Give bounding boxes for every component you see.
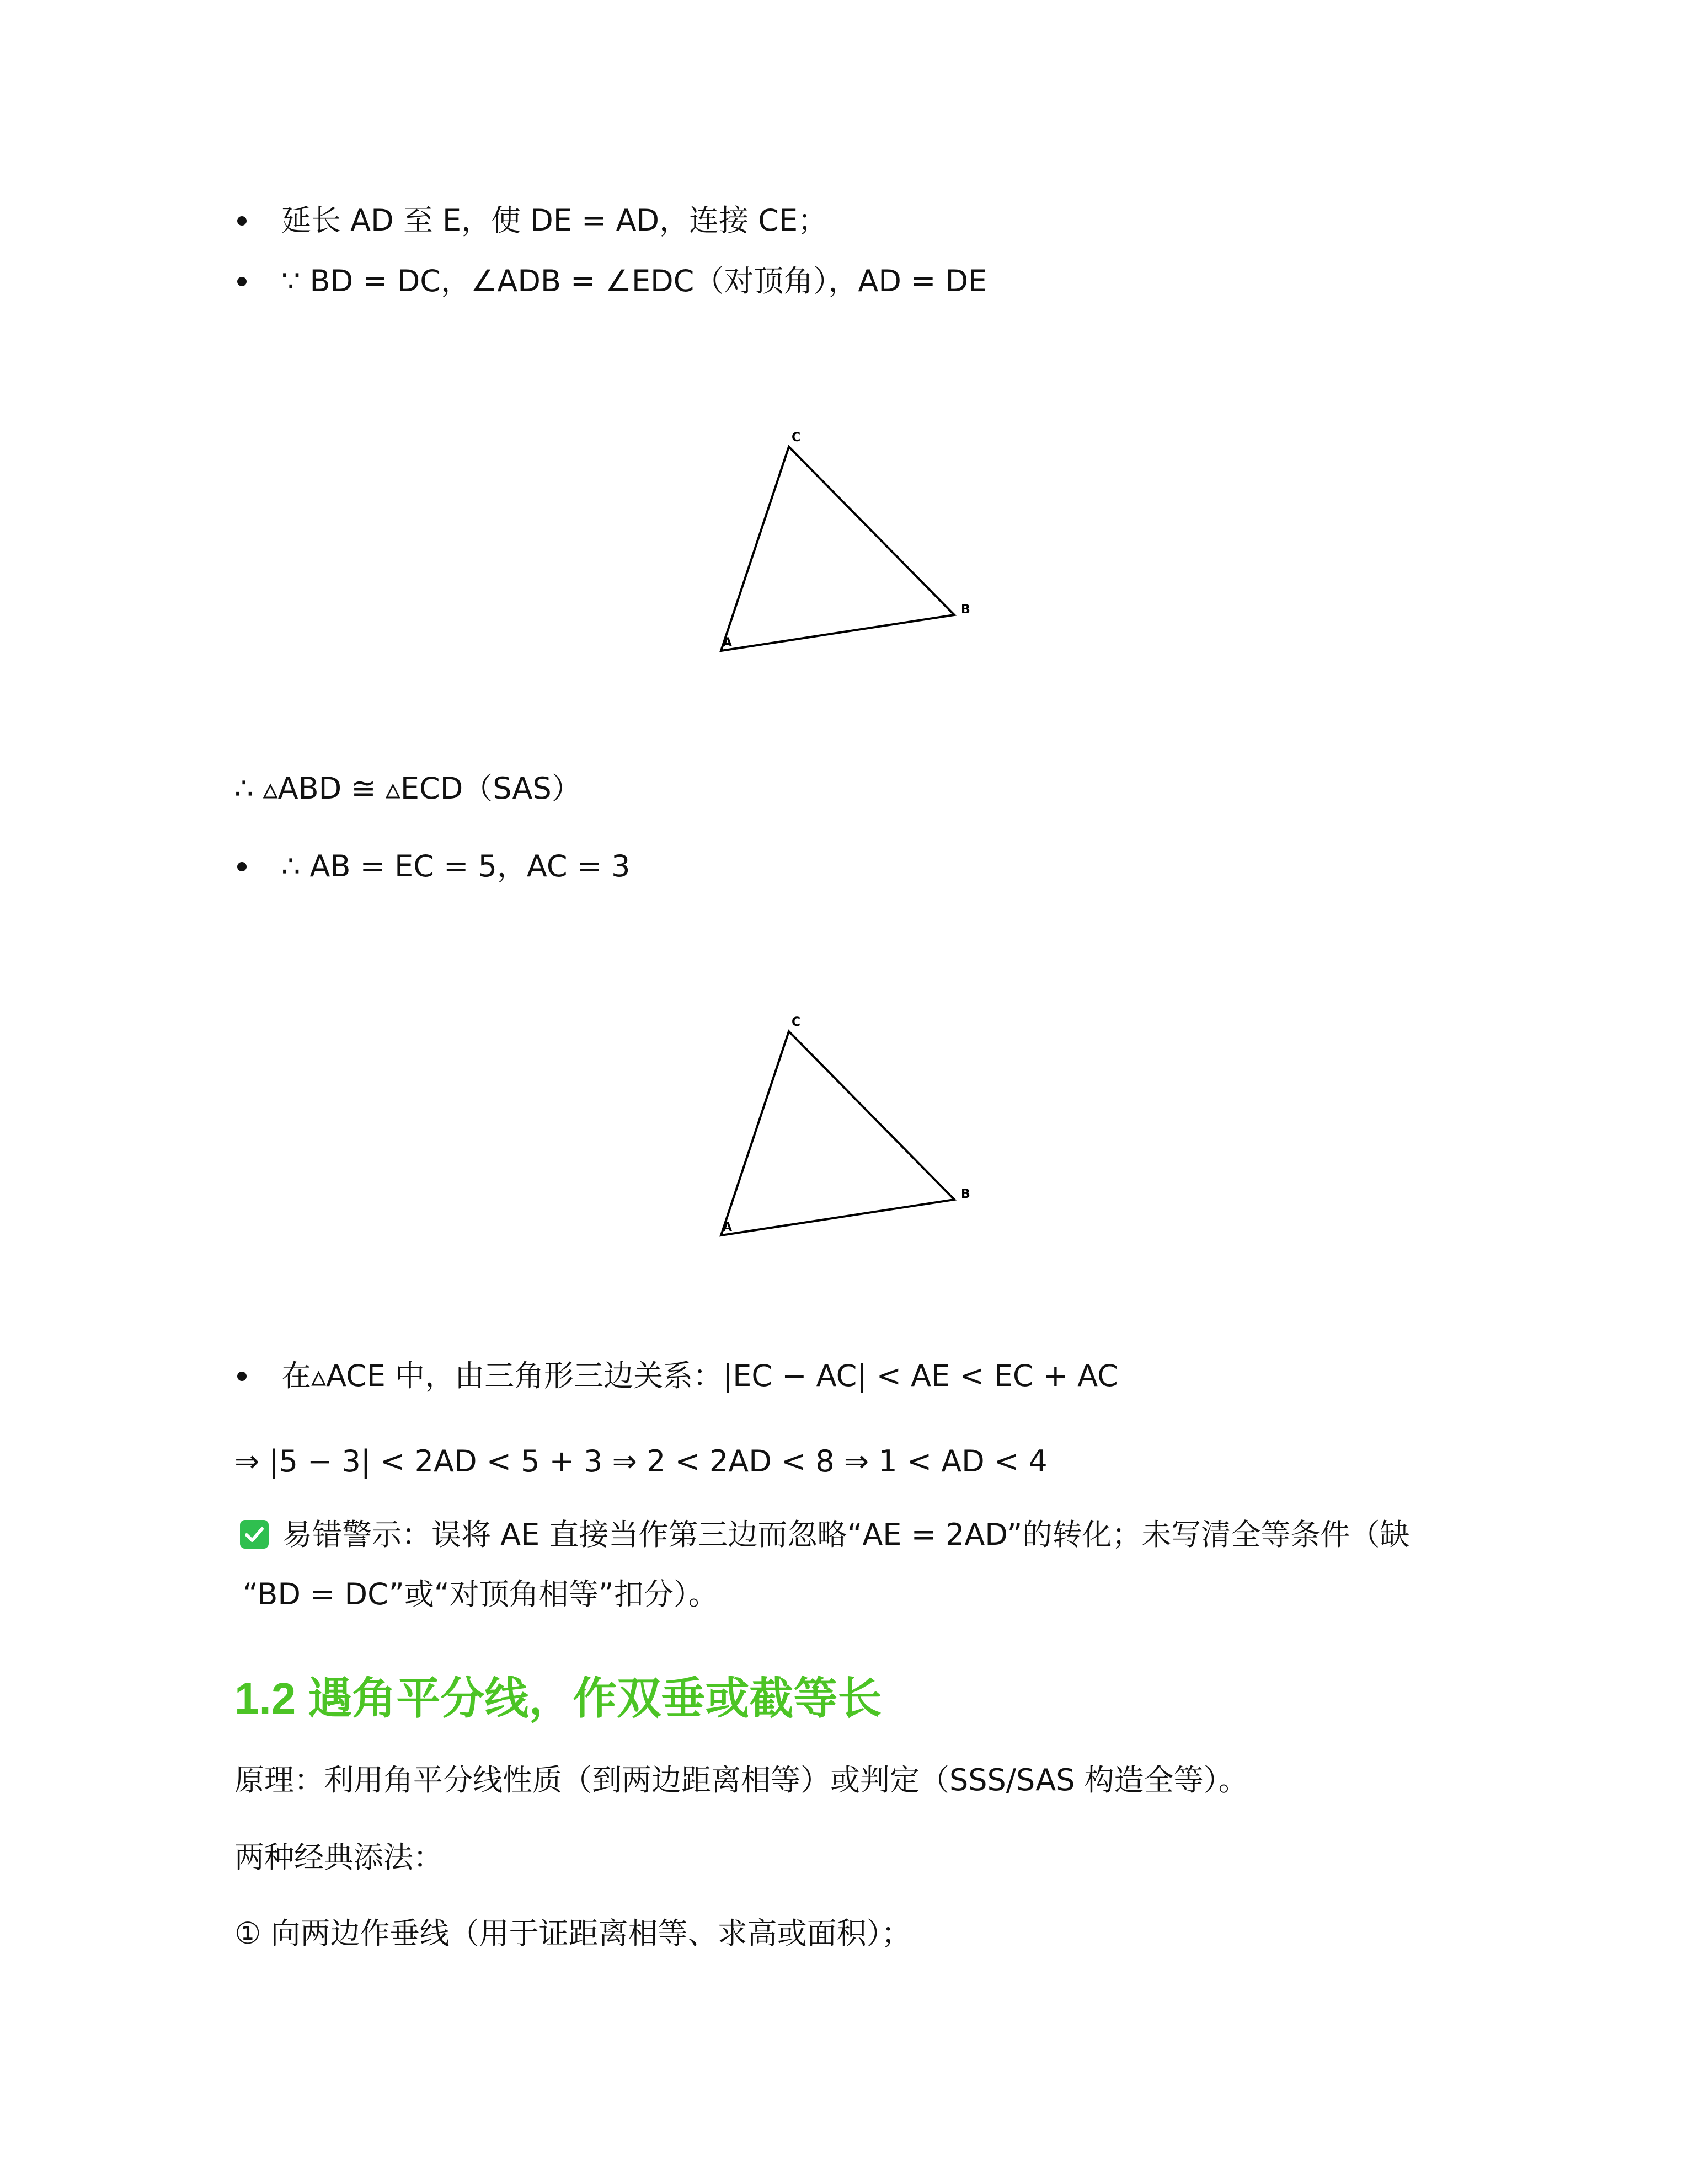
inequality-derivation: ⇒ |5 − 3| < 2AD < 5 + 3 ⇒ 2 < 2AD < 8 ⇒ 1 < AD < 4 xyxy=(234,1444,1048,1479)
vertex-label-b: B xyxy=(961,1187,970,1201)
vertex-label-c: C xyxy=(792,431,801,445)
vertex-label-a: A xyxy=(723,636,733,650)
method-1: ① 向两边作垂线（用于证距离相等、求高或面积）； xyxy=(234,1916,911,1951)
methods-intro: 两种经典添法： xyxy=(234,1840,443,1875)
tip-text-line-2: “BD = DC”或“对顶角相等”扣分）。 xyxy=(243,1577,718,1612)
step-triangle-inequality: 在▵ACE 中，由三角形三边关系：|EC − AC| < AE < EC + AC xyxy=(281,1358,1118,1393)
check-mark-icon xyxy=(240,1520,269,1549)
step-side-lengths: ∴ AB = EC = 5，AC = 3 xyxy=(281,849,631,884)
triangle-shape xyxy=(721,1031,954,1235)
triangle-figure-2 xyxy=(712,1009,998,1252)
triangle-shape xyxy=(721,447,954,651)
congruence-conclusion: ∴ ▵ABD ≅ ▵ECD（SAS） xyxy=(234,771,581,806)
step-given-equalities: ∵ BD = DC，∠ADB = ∠EDC（对顶角），AD = DE xyxy=(281,264,987,298)
bullet-dot xyxy=(237,216,247,226)
bullet-dot xyxy=(237,277,247,286)
bullet-dot xyxy=(237,1372,247,1381)
vertex-label-c: C xyxy=(792,1015,801,1029)
triangle-figure-1 xyxy=(712,425,998,667)
vertex-label-b: B xyxy=(961,603,970,617)
bullet-dot xyxy=(237,862,247,871)
step-extend-ad: 延长 AD 至 E，使 DE = AD，连接 CE； xyxy=(281,203,828,238)
section-heading: 1.2 遇角平分线，作双垂或截等长 xyxy=(234,1674,882,1723)
vertex-label-a: A xyxy=(723,1221,733,1234)
tip-text-line-1: 易错警示：误将 AE 直接当作第三边而忽略“AE = 2AD”的转化；未写清全等条件（缺 xyxy=(282,1517,1410,1552)
principle-text: 原理：利用角平分线性质（到两边距离相等）或判定（SSS/SAS 构造全等）。 xyxy=(234,1763,1248,1797)
